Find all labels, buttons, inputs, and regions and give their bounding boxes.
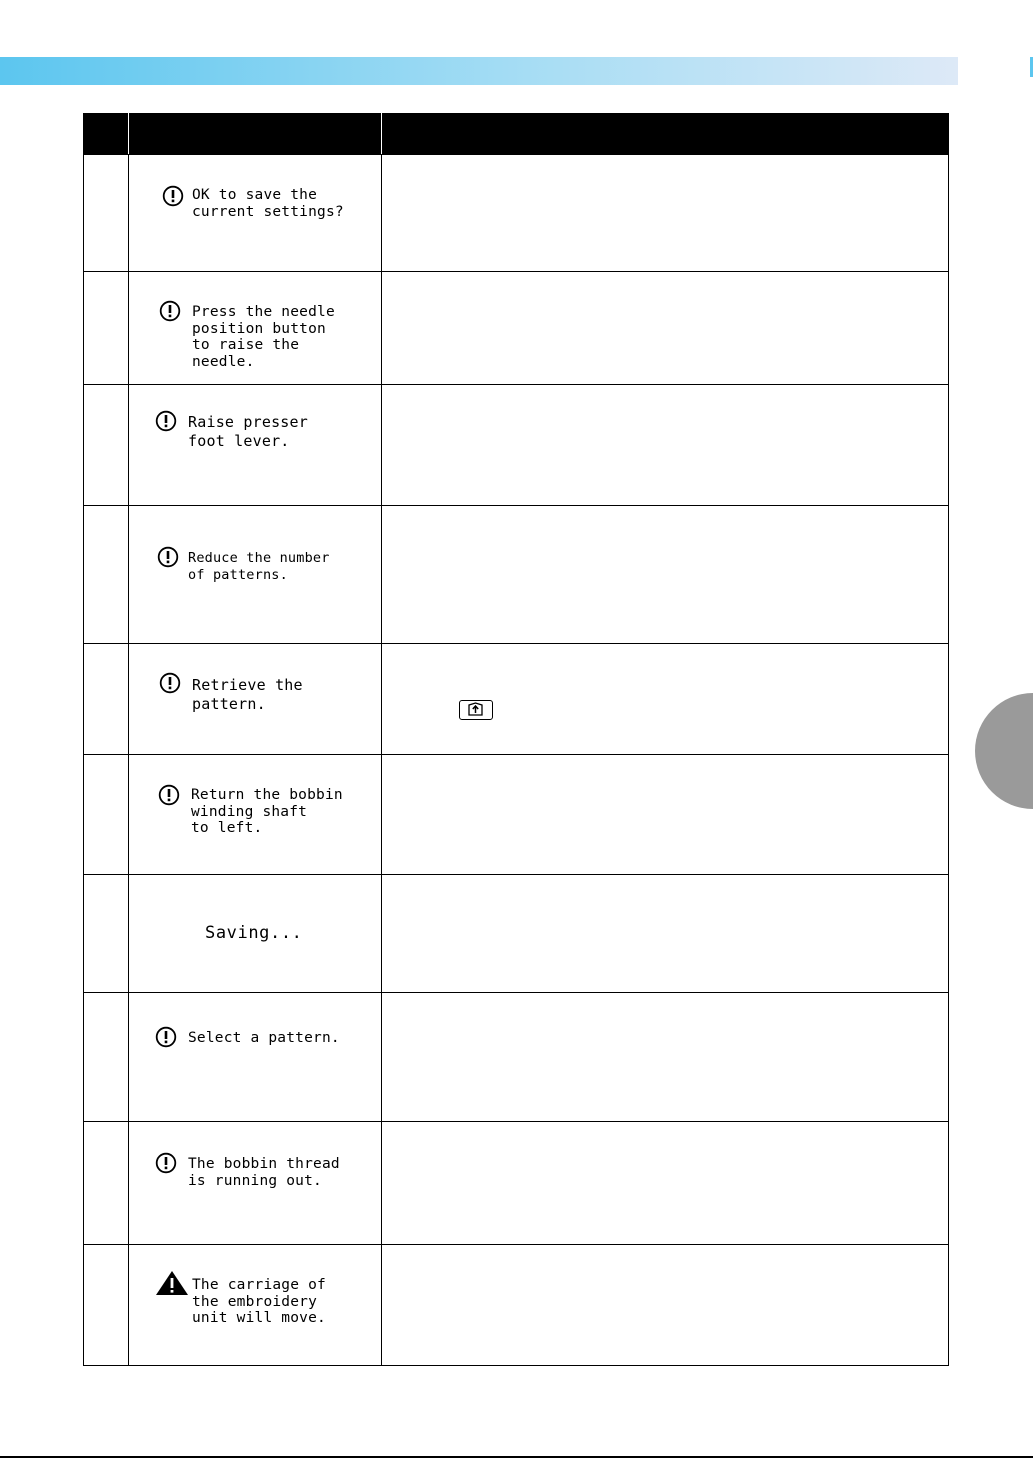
row-number <box>84 1245 129 1366</box>
caution-circle-icon <box>155 1026 177 1048</box>
message-text: The carriage of the embroidery unit will move. <box>192 1277 326 1326</box>
cause-cell <box>382 755 949 875</box>
cause-cell <box>382 644 949 755</box>
caution-circle-icon <box>155 1152 177 1174</box>
caution-circle-icon <box>158 784 180 806</box>
message-cell <box>129 755 382 875</box>
cause-cell <box>382 875 949 993</box>
header-band <box>0 57 958 85</box>
error-message-table <box>83 113 949 1366</box>
row-number <box>84 644 129 755</box>
row-number <box>84 875 129 993</box>
footer-line <box>0 1456 1033 1458</box>
message-cell <box>129 155 382 272</box>
cause-cell <box>382 993 949 1122</box>
warning-triangle-icon <box>155 1270 189 1296</box>
header-number <box>84 114 129 155</box>
caution-circle-icon <box>159 300 181 322</box>
message-text: The bobbin thread is running out. <box>188 1156 340 1189</box>
table-row <box>84 272 949 385</box>
message-text: Retrieve the pattern. <box>192 676 303 713</box>
caution-circle-icon <box>157 546 179 568</box>
row-number <box>84 993 129 1122</box>
message-text: Raise presser foot lever. <box>188 413 308 450</box>
table-row <box>84 385 949 506</box>
cause-cell <box>382 1122 949 1245</box>
table-row <box>84 155 949 272</box>
row-number <box>84 755 129 875</box>
message-cell <box>129 644 382 755</box>
table-row <box>84 506 949 644</box>
row-number <box>84 155 129 272</box>
row-number <box>84 506 129 644</box>
row-number <box>84 385 129 506</box>
message-cell <box>129 1245 382 1366</box>
table-header-row <box>84 114 949 155</box>
table-row <box>84 1245 949 1366</box>
message-text: Reduce the number of patterns. <box>188 550 330 583</box>
message-text: OK to save the current settings? <box>192 187 344 220</box>
chapter-side-tab <box>975 693 1033 809</box>
caution-circle-icon <box>155 410 177 432</box>
message-cell <box>129 385 382 506</box>
table-row <box>84 644 949 755</box>
caution-circle-icon <box>162 185 184 207</box>
message-cell <box>129 1122 382 1245</box>
message-cell <box>129 993 382 1122</box>
header-cause <box>382 114 949 155</box>
message-text: Saving... <box>205 923 303 943</box>
table-row <box>84 875 949 993</box>
cause-cell <box>382 272 949 385</box>
message-text: Select a pattern. <box>188 1030 340 1046</box>
memory-retrieve-key-icon <box>459 700 493 720</box>
cause-cell <box>382 385 949 506</box>
cause-cell <box>382 1245 949 1366</box>
message-text: Return the bobbin winding shaft to left. <box>191 787 343 836</box>
message-text: Press the needle position button to raise the needle. <box>192 304 335 370</box>
table-row <box>84 993 949 1122</box>
row-number <box>84 1122 129 1245</box>
row-number <box>84 272 129 385</box>
table-row <box>84 755 949 875</box>
message-cell <box>129 272 382 385</box>
header-message <box>129 114 382 155</box>
message-cell <box>129 506 382 644</box>
message-cell <box>129 875 382 993</box>
table-row <box>84 1122 949 1245</box>
cause-cell <box>382 506 949 644</box>
cause-cell <box>382 155 949 272</box>
caution-circle-icon <box>159 672 181 694</box>
